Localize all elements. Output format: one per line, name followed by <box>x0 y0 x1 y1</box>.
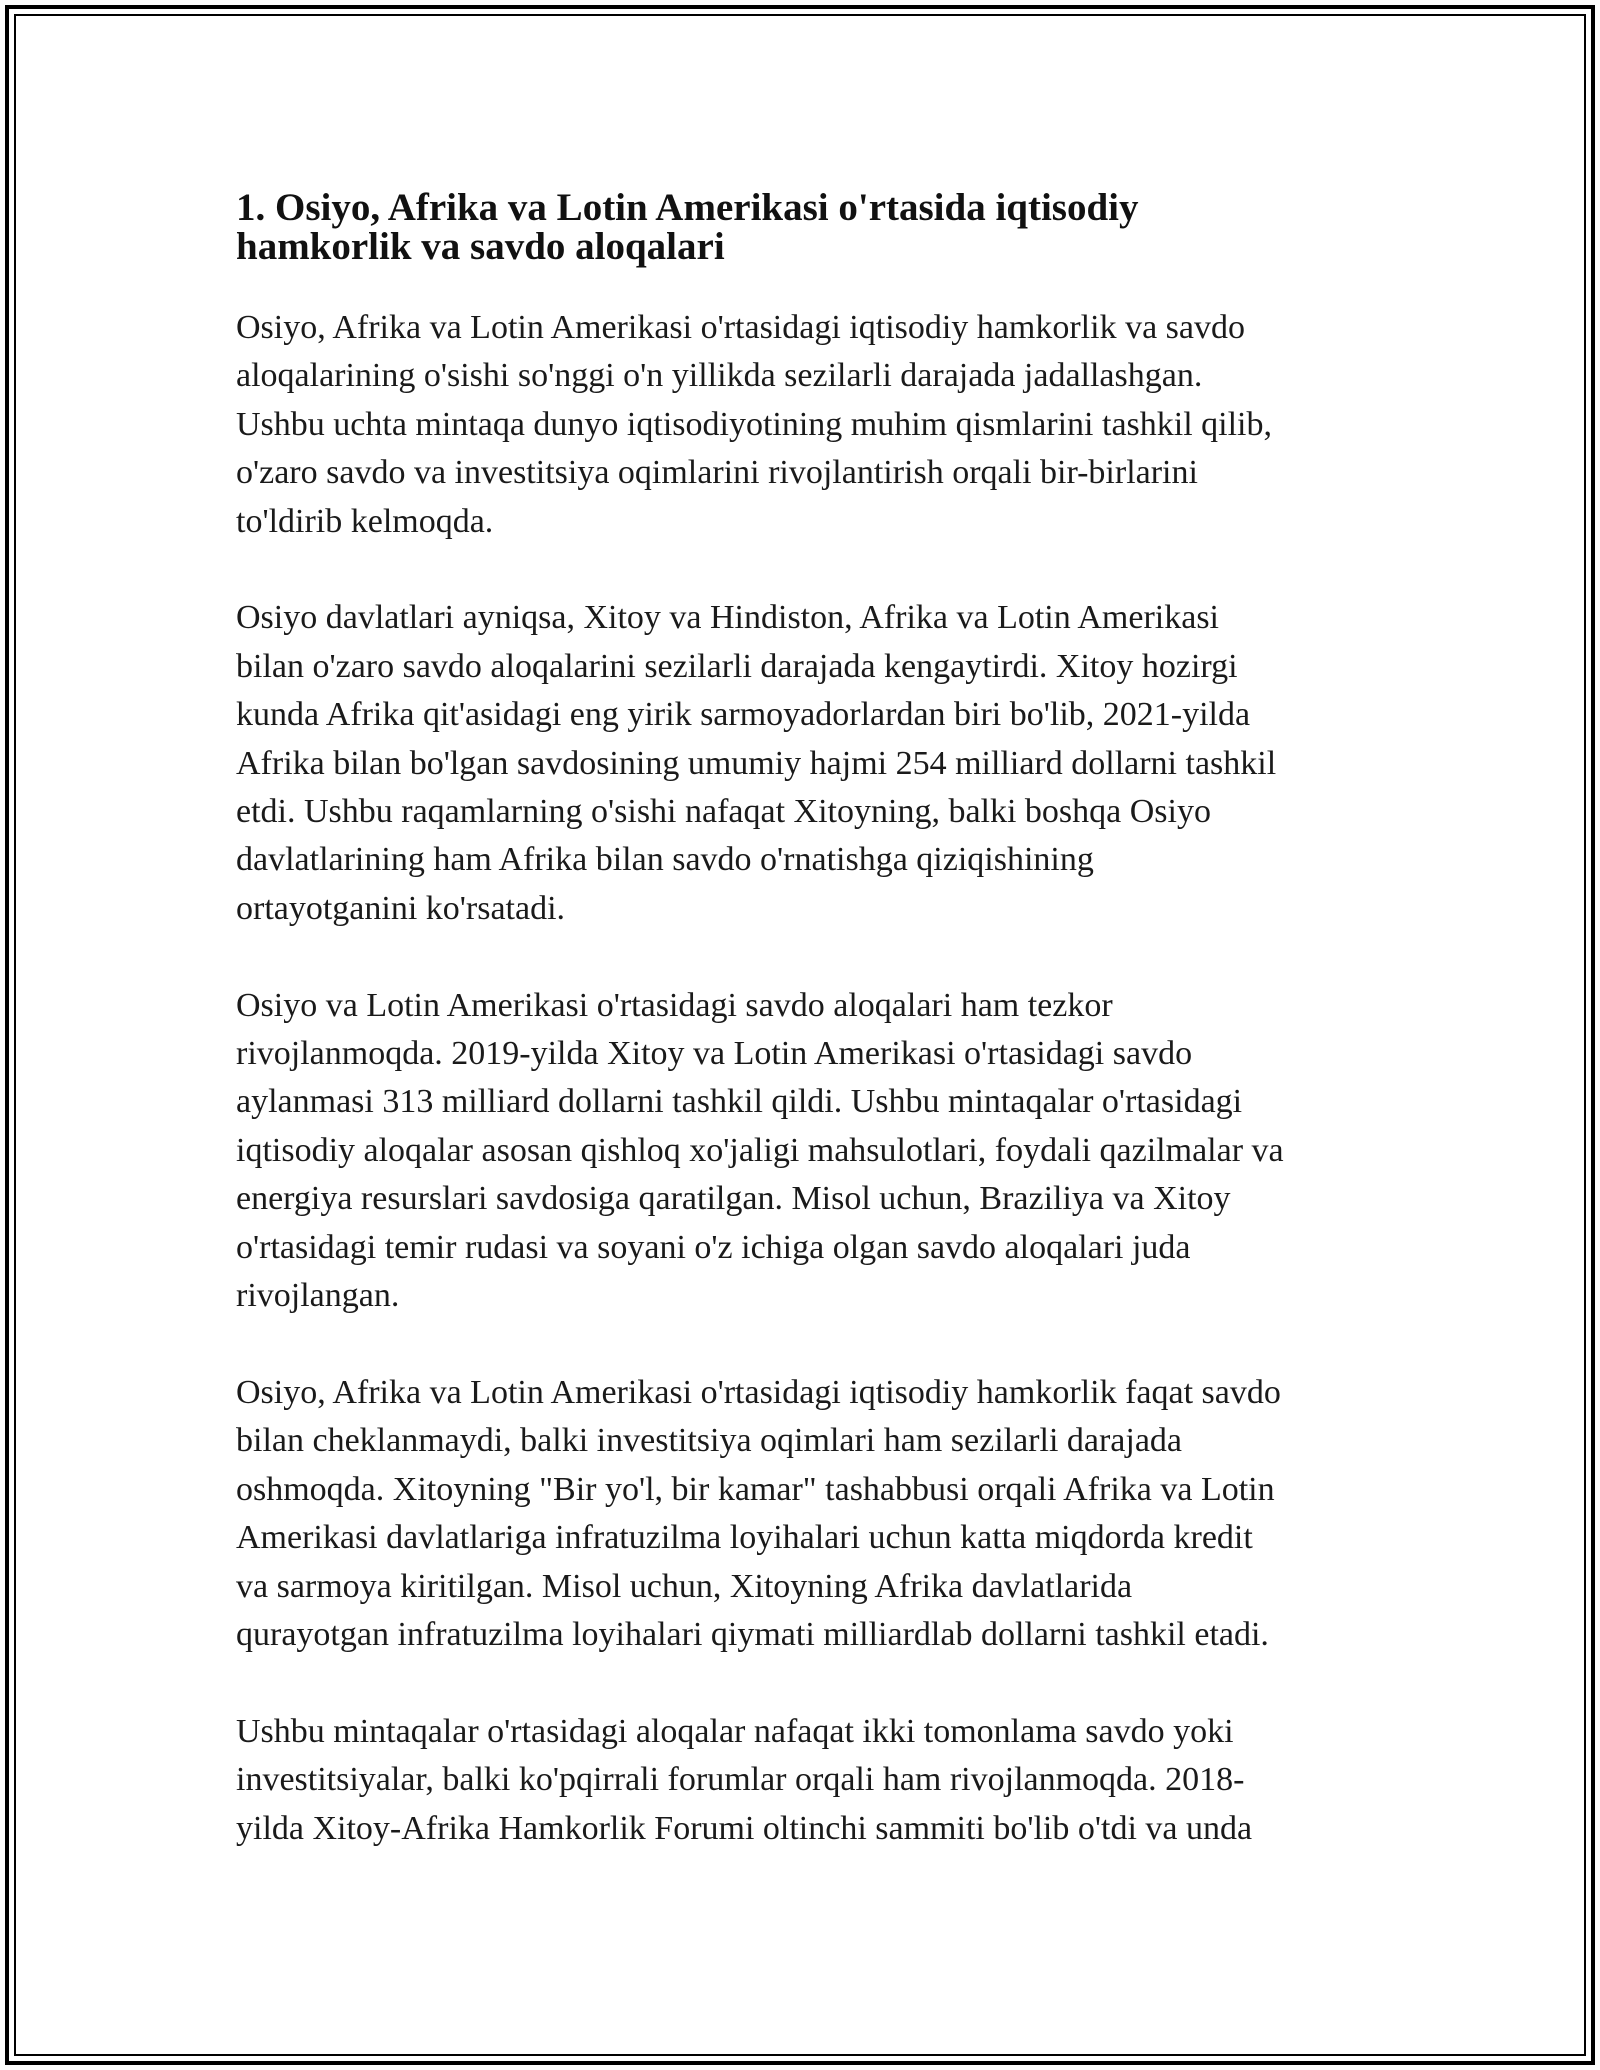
paragraph-line: rivojlangan. <box>236 1277 400 1315</box>
paragraph-line: Ushbu uchta mintaqa dunyo iqtisodiyotining muhim qismlarini tashkil qilib, <box>236 405 1273 443</box>
paragraph-line: rivojlanmoqda. 2019-yilda Xitoy va Lotin Amerikasi o'rtasidagi savdo <box>236 1035 1193 1073</box>
paragraph-line: oshmoqda. Xitoyning "Bir yo'l, bir kamar" tashabbusi orqali Afrika va Lotin <box>236 1470 1275 1508</box>
section-heading <box>236 188 1386 266</box>
paragraph-line: qurayotgan infratuzilma loyihalari qiymati milliardlab dollarni tashkil etadi. <box>236 1615 1269 1653</box>
document-body <box>236 188 1386 1853</box>
paragraph-line: kunda Afrika qit'asidagi eng yirik sarmoyadorlardan biri bo'lib, 2021-yilda <box>236 696 1251 734</box>
paragraph-line: ortayotganini ko'rsatadi. <box>236 889 566 927</box>
paragraph-line: va sarmoya kiritilgan. Misol uchun, Xitoyning Afrika davlatlarida <box>236 1567 1133 1605</box>
paragraph-line: energiya resurslari savdosiga qaratilgan. Misol uchun, Braziliya va Xitoy <box>236 1180 1231 1218</box>
paragraph-line: iqtisodiy aloqalar asosan qishloq xo'jaligi mahsulotlari, foydali qazilmalar va <box>236 1131 1284 1169</box>
paragraph-line: yilda Xitoy-Afrika Hamkorlik Forumi oltinchi sammiti bo'lib o'tdi va unda <box>236 1809 1253 1847</box>
paragraph-line: bilan cheklanmaydi, balki investitsiya oqimlari ham sezilarli darajada <box>236 1422 1183 1460</box>
paragraph-line: Osiyo, Afrika va Lotin Amerikasi o'rtasidagi iqtisodiy hamkorlik va savdo <box>236 309 1245 346</box>
paragraph-2 <box>236 594 1386 933</box>
paragraph-5 <box>236 1708 1386 1853</box>
paragraph-3 <box>236 982 1386 1321</box>
paragraph-line: o'zaro savdo va investitsiya oqimlarini rivojlantirish orqali bir-birlarini <box>236 454 1198 492</box>
paragraph-line: davlatlarining ham Afrika bilan savdo o'rnatishga qiziqishining <box>236 841 1094 879</box>
paragraph-line: bilan o'zaro savdo aloqalarini sezilarli darajada kengaytirdi. Xitoy hozirgi <box>236 647 1238 685</box>
paragraph-line: investitsiyalar, balki ko'pqirrali forumlar orqali ham rivojlanmoqda. 2018- <box>236 1761 1245 1799</box>
paragraph-line: aloqalarining o'sishi so'nggi o'n yillikda sezilarli darajada jadallashgan. <box>236 357 1203 395</box>
paragraph-1 <box>236 304 1386 546</box>
paragraph-line: aylanmasi 313 milliard dollarni tashkil qildi. Ushbu mintaqalar o'rtasidagi <box>236 1083 1243 1121</box>
paragraph-line: Osiyo va Lotin Amerikasi o'rtasidagi savdo aloqalari ham tezkor <box>236 986 1113 1024</box>
paragraph-4 <box>236 1369 1386 1659</box>
paragraph-line: Osiyo davlatlari ayniqsa, Xitoy va Hindiston, Afrika va Lotin Amerikasi <box>236 599 1219 637</box>
paragraph-line: to'ldirib kelmoqda. <box>236 502 494 540</box>
paragraph-line: Osiyo, Afrika va Lotin Amerikasi o'rtasidagi iqtisodiy hamkorlik faqat savdo <box>236 1373 1281 1411</box>
paragraph-line: Afrika bilan bo'lgan savdosining umumiy hajmi 254 milliard dollarni tashkil <box>236 744 1277 782</box>
paragraph-line: Amerikasi davlatlariga infratuzilma loyihalari uchun katta miqdorda kredit <box>236 1519 1253 1557</box>
paragraph-line: o'rtasidagi temir rudasi va soyani o'z ichiga olgan savdo aloqalari juda <box>236 1228 1191 1266</box>
paragraph-line: Ushbu mintaqalar o'rtasidagi aloqalar nafaqat ikki tomonlama savdo yoki <box>236 1712 1234 1750</box>
heading-line: 1. Osiyo, Afrika va Lotin Amerikasi o'rtasida iqtisodiy <box>236 186 1139 229</box>
heading-line: hamkorlik va savdo aloqalari <box>236 225 725 268</box>
paragraph-line: etdi. Ushbu raqamlarning o'sishi nafaqat Xitoyning, balki boshqa Osiyo <box>236 793 1211 831</box>
